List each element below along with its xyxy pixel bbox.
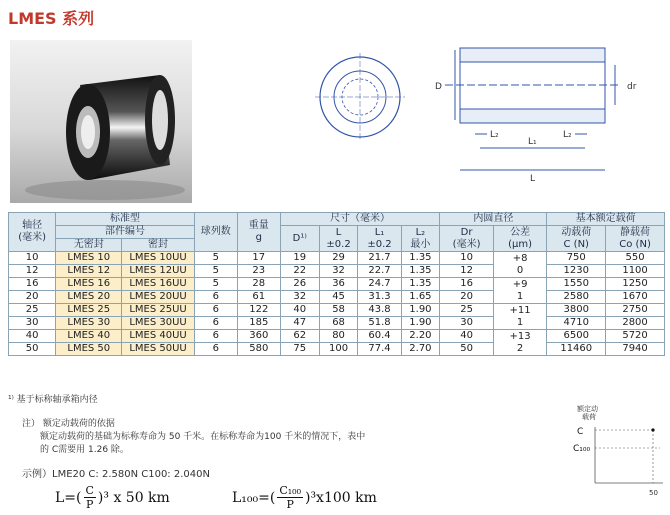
table-row	[9, 330, 665, 343]
table-row	[9, 317, 665, 330]
cell-static-load: 550	[606, 252, 665, 265]
spec-table	[8, 212, 665, 356]
cell-part-sealed: LMES 25UU	[122, 304, 194, 317]
header-part: 部件编号	[56, 226, 195, 239]
cell-shaft: 25	[9, 304, 56, 317]
cell-part-sealed: LMES 40UU	[122, 330, 194, 343]
cell-weight: 23	[237, 265, 280, 278]
mini-label-C: C	[577, 427, 584, 437]
cell-D: 32	[280, 291, 319, 304]
cell-shaft: 12	[9, 265, 56, 278]
cell-shaft: 16	[9, 278, 56, 291]
label-L2-left: L₂	[490, 130, 499, 140]
formula2-lhs: L₁₀₀=(	[232, 489, 276, 506]
cell-balls: 6	[194, 343, 237, 356]
cell-dynamic-load: 3800	[547, 304, 606, 317]
cell-L: 36	[319, 278, 358, 291]
header-stat: 静载荷 Co (N)	[606, 226, 665, 252]
cell-shaft: 30	[9, 317, 56, 330]
cell-L1: 60.4	[358, 330, 401, 343]
cell-static-load: 7940	[606, 343, 665, 356]
header-sealed: 密封	[122, 239, 194, 252]
cell-dr: 40	[440, 330, 494, 343]
cell-part-unsealed: LMES 12	[56, 265, 122, 278]
cell-L: 58	[319, 304, 358, 317]
formula1-rhs: )³ x 50 km	[97, 489, 170, 506]
cell-part-unsealed: LMES 25	[56, 304, 122, 317]
header-L2: L₂ 最小	[401, 226, 440, 252]
end-view-drawing	[305, 45, 420, 150]
label-D: D	[435, 82, 442, 92]
note-title: 注） 额定动载荷的依据	[22, 419, 115, 429]
formula2-bot: P	[286, 498, 294, 511]
cell-weight: 360	[237, 330, 280, 343]
formula1-bot: P	[86, 498, 94, 511]
header-D: D¹⁾	[280, 226, 319, 252]
cell-tolerance: +11 1	[493, 304, 547, 330]
cell-part-sealed: LMES 10UU	[122, 252, 194, 265]
header-tol: 公差 (μm)	[493, 226, 547, 252]
cell-dr: 10	[440, 252, 494, 265]
cell-L: 68	[319, 317, 358, 330]
cell-static-load: 2800	[606, 317, 665, 330]
cell-L2: 1.35	[401, 252, 440, 265]
formula-life-100	[232, 484, 377, 511]
cell-dr: 50	[440, 343, 494, 356]
table-row	[9, 343, 665, 356]
cell-part-unsealed: LMES 40	[56, 330, 122, 343]
header-dyn: 动载荷 C (N)	[547, 226, 606, 252]
table-row	[9, 265, 665, 278]
cell-L2: 2.20	[401, 330, 440, 343]
header-L1: L₁ ±0.2	[358, 226, 401, 252]
footnote: ¹⁾ 基于标称轴承箱内径	[8, 395, 98, 405]
table-row	[9, 304, 665, 317]
cell-dynamic-load: 6500	[547, 330, 606, 343]
cell-D: 62	[280, 330, 319, 343]
cell-part-unsealed: LMES 16	[56, 278, 122, 291]
page-title: LMES 系列	[8, 9, 95, 28]
cell-shaft: 40	[9, 330, 56, 343]
header-rows: 球列数	[194, 213, 237, 252]
note-line-1: 额定动载荷的基础为标称寿命为 50 千米。在标称寿命为100 千米的情况下，表中	[40, 432, 366, 442]
table-row	[9, 278, 665, 291]
cell-dynamic-load: 2580	[547, 291, 606, 304]
section-drawing	[425, 40, 665, 185]
header-L: L ±0.2	[319, 226, 358, 252]
label-L2-right: L₂	[563, 130, 572, 140]
cell-static-load: 1250	[606, 278, 665, 291]
label-L1: L₁	[528, 137, 537, 147]
header-shaft: 轴径 (毫米)	[9, 213, 56, 252]
load-life-mini-chart	[565, 405, 665, 500]
cell-shaft: 50	[9, 343, 56, 356]
cell-tolerance: +9 1	[493, 278, 547, 304]
note-line-2: 的 C需要用 1.26 除。	[40, 445, 129, 455]
cell-dr: 25	[440, 304, 494, 317]
label-dr: dr	[627, 82, 637, 92]
cell-L1: 21.7	[358, 252, 401, 265]
cell-dynamic-load: 750	[547, 252, 606, 265]
bearing-photo	[10, 40, 192, 203]
cell-L1: 51.8	[358, 317, 401, 330]
cell-balls: 6	[194, 291, 237, 304]
cell-dr: 30	[440, 317, 494, 330]
header-dr: Dr (毫米)	[440, 226, 494, 252]
cell-weight: 61	[237, 291, 280, 304]
cell-L2: 1.90	[401, 304, 440, 317]
cell-dynamic-load: 4710	[547, 317, 606, 330]
label-L: L	[530, 174, 536, 184]
cell-part-unsealed: LMES 20	[56, 291, 122, 304]
cell-L: 32	[319, 265, 358, 278]
mini-label-C100: C₁₀₀	[573, 444, 591, 454]
mini-ylabel-1: 额定动	[577, 405, 598, 413]
formula1-lhs: L=(	[55, 489, 82, 506]
cell-L1: 24.7	[358, 278, 401, 291]
header-unsealed: 无密封	[56, 239, 122, 252]
header-dims: 尺寸（毫米）	[280, 213, 440, 226]
cell-balls: 6	[194, 317, 237, 330]
cell-L: 29	[319, 252, 358, 265]
cell-D: 40	[280, 304, 319, 317]
cell-L1: 31.3	[358, 291, 401, 304]
cell-part-unsealed: LMES 50	[56, 343, 122, 356]
cell-weight: 185	[237, 317, 280, 330]
table-row	[9, 291, 665, 304]
formula-life-50	[55, 484, 170, 511]
cell-D: 19	[280, 252, 319, 265]
example-line: 示例）LME20 C: 2.580N C100: 2.040N	[22, 469, 210, 480]
cell-dynamic-load: 11460	[547, 343, 606, 356]
cell-static-load: 1100	[606, 265, 665, 278]
cell-weight: 122	[237, 304, 280, 317]
cell-balls: 6	[194, 304, 237, 317]
cell-balls: 5	[194, 252, 237, 265]
cell-D: 75	[280, 343, 319, 356]
cell-static-load: 1670	[606, 291, 665, 304]
formula2-top: C₁₀₀	[279, 484, 301, 497]
header-inner: 内圆直径	[440, 213, 547, 226]
cell-part-sealed: LMES 30UU	[122, 317, 194, 330]
mini-ylabel-2: 载荷	[582, 413, 596, 421]
cell-L: 45	[319, 291, 358, 304]
cell-weight: 28	[237, 278, 280, 291]
cell-dynamic-load: 1230	[547, 265, 606, 278]
header-load: 基本额定载荷	[547, 213, 665, 226]
cell-part-sealed: LMES 16UU	[122, 278, 194, 291]
formula2-rhs: )³x100 km	[304, 489, 377, 506]
cell-dynamic-load: 1550	[547, 278, 606, 291]
cell-part-unsealed: LMES 10	[56, 252, 122, 265]
table-row	[9, 252, 665, 265]
cell-weight: 17	[237, 252, 280, 265]
cell-static-load: 5720	[606, 330, 665, 343]
cell-L1: 22.7	[358, 265, 401, 278]
cell-balls: 5	[194, 265, 237, 278]
cell-weight: 580	[237, 343, 280, 356]
mini-label-x: 50	[649, 489, 658, 497]
cell-L: 80	[319, 330, 358, 343]
cell-shaft: 10	[9, 252, 56, 265]
cell-L2: 1.90	[401, 317, 440, 330]
cell-D: 22	[280, 265, 319, 278]
cell-L1: 77.4	[358, 343, 401, 356]
cell-L1: 43.8	[358, 304, 401, 317]
cell-L2: 1.35	[401, 265, 440, 278]
cell-balls: 6	[194, 330, 237, 343]
cell-dr: 12	[440, 265, 494, 278]
cell-D: 26	[280, 278, 319, 291]
cell-part-sealed: LMES 12UU	[122, 265, 194, 278]
cell-balls: 5	[194, 278, 237, 291]
cell-shaft: 20	[9, 291, 56, 304]
cell-tolerance: +8 0	[493, 252, 547, 278]
cell-L: 100	[319, 343, 358, 356]
cell-L2: 2.70	[401, 343, 440, 356]
cell-dr: 20	[440, 291, 494, 304]
cell-D: 47	[280, 317, 319, 330]
cell-part-sealed: LMES 20UU	[122, 291, 194, 304]
cell-dr: 16	[440, 278, 494, 291]
formula1-top: C	[85, 484, 94, 497]
cell-static-load: 2750	[606, 304, 665, 317]
cell-tolerance: +13 2	[493, 330, 547, 356]
header-standard: 标准型	[56, 213, 195, 226]
header-weight: 重量 g	[237, 213, 280, 252]
cell-L2: 1.65	[401, 291, 440, 304]
cell-part-sealed: LMES 50UU	[122, 343, 194, 356]
cell-part-unsealed: LMES 30	[56, 317, 122, 330]
cell-L2: 1.35	[401, 278, 440, 291]
